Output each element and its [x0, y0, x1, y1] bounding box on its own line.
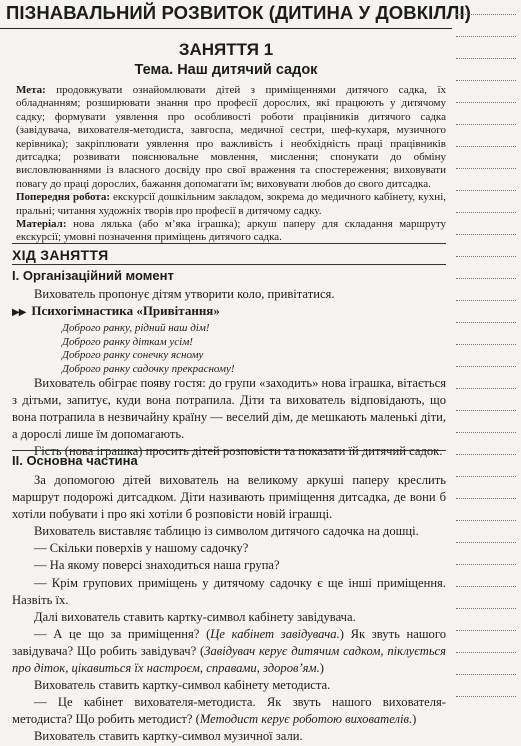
answer-text: Це кабінет завідувача. [210, 626, 340, 641]
question-line: — На якому поверсі знаходиться наша група? [34, 558, 280, 573]
question-text: — А це що за приміщення? ( [34, 626, 211, 641]
question-text: ) Як звуть нашого завідувача? Що робить завідувач? ( [12, 626, 447, 658]
goals-block [16, 84, 446, 245]
part2-paragraph-5: Вихователь ставить картку-символ музичної зали. [34, 729, 303, 744]
part1-story [12, 375, 446, 460]
question-line [12, 694, 446, 728]
note-line [456, 564, 516, 565]
question-text: — Це кабінет вихователя-методиста. Як звуть нашого вихователя-методиста? Що робить методист? ( [12, 695, 446, 727]
banner-divider [0, 28, 452, 29]
note-line [456, 168, 516, 169]
topic-title: Тема. Наш дитячий садок [134, 62, 318, 78]
note-line [456, 652, 516, 653]
note-line [456, 256, 516, 257]
poem-line: Доброго ранку сонечку ясному [62, 349, 204, 362]
note-line [456, 520, 516, 521]
question-text: ) [319, 661, 324, 676]
note-line [456, 432, 516, 433]
aim-paragraph [16, 84, 446, 191]
note-line [456, 674, 516, 675]
part2-heading: II. Основна частина [12, 453, 138, 468]
course-heading: ХІД ЗАНЯТТЯ [12, 247, 109, 263]
note-line [456, 190, 516, 191]
question-line [12, 626, 446, 677]
note-line [456, 14, 516, 15]
part1-paragraph-3: Гість (нова іграшка) просить дітей розповісти та показати їй дитячий садок. [34, 444, 443, 459]
note-line [456, 542, 516, 543]
notes-margin [456, 0, 521, 700]
note-line [456, 344, 516, 345]
answer-text: Завідувач керує дитячим садком, піклується про діток, цікавиться їх настроєм, справами, здоров’ям. [12, 643, 447, 676]
part2-body [12, 472, 446, 746]
note-line [456, 586, 516, 587]
material-text: нова лялька (або м’яка іграшка); аркуш паперу для складання маршруту екскурсії; умовні позначення приміщень дитячого садка. [16, 218, 446, 244]
part1-paragraph-1: Вихователь пропонує дітям утворити коло, привітатися. [34, 287, 335, 301]
lesson-title: ЗАНЯТТЯ 1 [178, 40, 274, 59]
prep-paragraph [16, 191, 446, 218]
note-line [456, 80, 516, 81]
note-line [456, 58, 516, 59]
note-line [456, 234, 516, 235]
note-line [456, 410, 516, 411]
material-paragraph [16, 218, 446, 245]
note-line [456, 102, 516, 103]
course-divider-bottom [12, 264, 446, 265]
note-line [456, 388, 516, 389]
note-line [456, 696, 516, 697]
question-line: — Скільки поверхів у нашому садочку? [34, 541, 249, 556]
prep-label: Попередня робота: [16, 191, 110, 204]
answer-text: Методист керує роботою вихователів. [199, 712, 413, 727]
aim-label: Мета: [16, 84, 46, 96]
note-line [456, 322, 516, 323]
part1-intro [12, 286, 446, 303]
part2-paragraph-2: Вихователь виставляє таблицю із символом дитячого садочка на дошці. [34, 524, 419, 539]
note-line [456, 300, 516, 301]
course-divider-top [12, 243, 446, 244]
note-line [456, 212, 516, 213]
note-line [456, 146, 516, 147]
greeting-poem [62, 322, 322, 376]
psychogymnastics-label: Психогімнастика «Привітання» [31, 303, 220, 318]
part2-divider [12, 450, 446, 451]
prep-text: екскурсії дошкільним закладом, зокрема до медичного кабінету, кухні, пральні; читання художніх творів про професії в дитячому садку. [16, 191, 447, 217]
part2-paragraph-3: Далі вихователь ставить картку-символ кабінету завідувача. [34, 609, 356, 624]
note-line [456, 498, 516, 499]
note-line [456, 454, 516, 455]
note-line [456, 366, 516, 367]
part2-paragraph-1: За допомогою дітей вихователь на великому аркуші паперу креслить маршрут подорожі дитсадком. Діти називають приміщення дитсадка, де вони б хотіли побувати і про які хотіли б розповісти новій іграшці. [12, 473, 446, 522]
material-label: Матеріал: [16, 218, 67, 231]
note-line [456, 124, 516, 125]
psychogymnastics-title [12, 303, 220, 319]
part1-heading: I. Організаційний момент [12, 268, 174, 283]
poem-line: Доброго ранку садочку прекрасному! [62, 362, 235, 375]
question-text: ) [412, 712, 417, 727]
part2-paragraph-4: Вихователь ставить картку-символ кабінету методиста. [34, 678, 331, 693]
question-line: — Крім групових приміщень у дитячому садочку є ще інші приміщення. Назвіть їх. [12, 575, 446, 607]
poem-line: Доброго ранку, рідний наш дім! [62, 322, 210, 334]
note-line [456, 36, 516, 37]
note-line [456, 630, 516, 631]
poem-line: Доброго ранку діткам усім! [62, 335, 193, 348]
double-arrow-icon: ▶▶ [12, 307, 26, 318]
note-line [456, 608, 516, 609]
part1-paragraph-2: Вихователь обіграє появу гостя: до групи «заходить» нова іграшка, вітається з дітьми, запитує, куди вона потрапила. Діти та вихователь відповідають, що вона потрапила в незвичайну країну — веселий дім, де мешкають маленькі діти, а дорослі лише їм допомагають. [12, 376, 446, 442]
section-banner: ПІЗНАВАЛЬНИЙ РОЗВИТОК (ДИТИНА У ДОВКІЛЛІ) [6, 2, 472, 23]
note-line [456, 476, 516, 477]
aim-text: продовжувати ознайомлювати дітей з приміщеннями дитячого садка, їх обладнанням; розширювати знання про професії дорослих, які працюють у дитячому садку; формувати уявлення про особливості роботи працівників дитячого садка (завідувача, вихователя-методиста, завгоспа, медичної сестри, шеф-кухаря, музичного керівника); закріплювати уявлення про важливість і необхідність праці працівників дитсадка; розвивати пояснювальне мовлення, мислення; спонукати до обміну висловлюваннями із власного досвіду про свої враження та спостереження; виховувати повагу до праці дорослих, бажання допомагати їм; виховувати любов до свого дитсадка. [16, 84, 447, 190]
note-line [456, 278, 516, 279]
